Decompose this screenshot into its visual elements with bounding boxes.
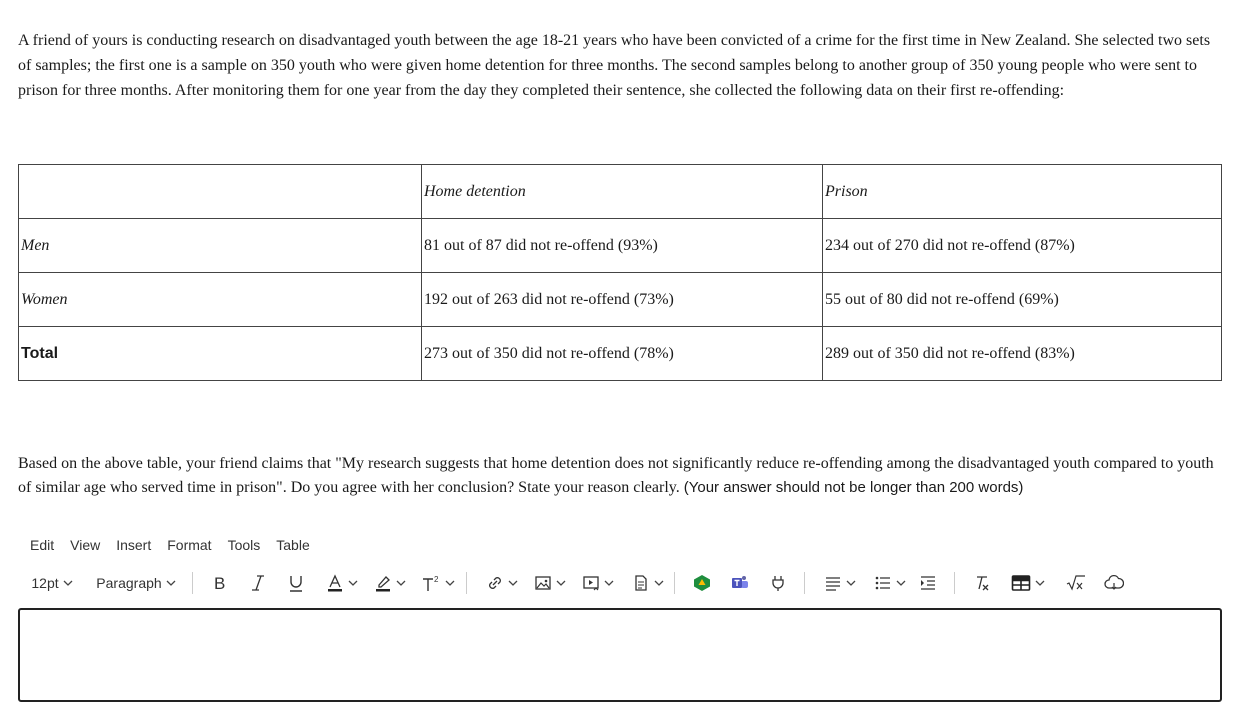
table-cell: 55 out of 80 did not re-offend (69%) bbox=[823, 273, 1222, 327]
chevron-down-icon bbox=[396, 580, 406, 586]
table-cell: 289 out of 350 did not re-offend (83%) bbox=[823, 327, 1222, 381]
table-row bbox=[19, 273, 1222, 327]
svg-text:2: 2 bbox=[434, 575, 439, 584]
chevron-down-icon bbox=[896, 580, 906, 586]
chevron-down-icon bbox=[654, 580, 664, 586]
toolbar-divider bbox=[192, 572, 193, 594]
menu-insert[interactable]: Insert bbox=[116, 537, 152, 553]
block-format-value: Paragraph bbox=[96, 575, 162, 591]
table-icon bbox=[1011, 574, 1031, 592]
teams-button[interactable] bbox=[728, 566, 752, 600]
table-header-row bbox=[19, 165, 1222, 219]
table-row bbox=[19, 219, 1222, 273]
highlight-button[interactable] bbox=[370, 566, 410, 600]
chevron-down-icon bbox=[846, 580, 856, 586]
toolbar-divider bbox=[954, 572, 955, 594]
indent-icon bbox=[919, 574, 937, 592]
equation-icon bbox=[1066, 574, 1086, 592]
highlight-icon bbox=[374, 574, 392, 592]
editor-toolbar bbox=[18, 566, 1222, 600]
chevron-down-icon bbox=[63, 580, 73, 586]
table-row bbox=[19, 327, 1222, 381]
row-label: Women bbox=[19, 273, 422, 327]
answer-editor-area[interactable] bbox=[18, 608, 1222, 702]
row-label: Total bbox=[19, 327, 422, 381]
italic-icon bbox=[249, 574, 267, 592]
clear-formatting-icon bbox=[973, 574, 991, 592]
document-icon bbox=[632, 574, 650, 592]
text-color-icon bbox=[326, 574, 344, 592]
google-drive-button[interactable] bbox=[690, 566, 714, 600]
italic-button[interactable] bbox=[246, 566, 270, 600]
superscript-button[interactable] bbox=[418, 566, 458, 600]
table-header-cell bbox=[19, 165, 422, 219]
text-color-button[interactable] bbox=[322, 566, 362, 600]
link-icon bbox=[486, 574, 504, 592]
link-button[interactable] bbox=[482, 566, 522, 600]
align-icon bbox=[824, 574, 842, 592]
image-icon bbox=[534, 574, 552, 592]
chevron-down-icon bbox=[508, 580, 518, 586]
menu-table[interactable]: Table bbox=[276, 537, 310, 553]
google-drive-icon bbox=[693, 574, 711, 592]
menu-view[interactable]: View bbox=[70, 537, 101, 553]
image-button[interactable] bbox=[530, 566, 570, 600]
chevron-down-icon bbox=[556, 580, 566, 586]
superscript-icon bbox=[421, 574, 441, 592]
bold-icon bbox=[211, 574, 229, 592]
cloud-icon bbox=[1104, 574, 1124, 592]
table-cell: 81 out of 87 did not re-offend (93%) bbox=[422, 219, 823, 273]
chevron-down-icon bbox=[604, 580, 614, 586]
indent-button[interactable] bbox=[916, 566, 940, 600]
underline-button[interactable] bbox=[284, 566, 308, 600]
plugin-icon bbox=[769, 574, 787, 592]
table-cell: 192 out of 263 did not re-offend (73%) bbox=[422, 273, 823, 327]
chevron-down-icon bbox=[1035, 580, 1045, 586]
teams-icon bbox=[731, 574, 749, 592]
block-format-select[interactable] bbox=[94, 566, 178, 600]
menu-tools[interactable]: Tools bbox=[227, 537, 261, 553]
media-icon bbox=[582, 574, 600, 592]
question-intro: A friend of yours is conducting research on disadvantaged youth between the age 18-21 years who have been convicted of a crime for the first time in New Zealand. She selected two sets of samples; the first one is a sample on 350 youth who were given home detention for three months. The second samples belong to another group of 350 young people who were sent to prison for three months. After monitoring them for one year from the day they completed their sentence, she collected the following data on their first re-offending: bbox=[18, 32, 1211, 99]
bullet-list-icon bbox=[874, 574, 892, 592]
clear-formatting-button[interactable] bbox=[970, 566, 994, 600]
media-button[interactable] bbox=[578, 566, 618, 600]
bold-button[interactable] bbox=[208, 566, 232, 600]
bullet-list-button[interactable] bbox=[870, 566, 910, 600]
font-size-select[interactable] bbox=[26, 566, 78, 600]
plugin-button[interactable] bbox=[766, 566, 790, 600]
table-header-cell: Home detention bbox=[422, 165, 823, 219]
table-button[interactable] bbox=[1006, 566, 1050, 600]
question-text bbox=[18, 452, 1222, 500]
question-body: Based on the above table, your friend claims that "My research suggests that home detention does not significantly reduce re-offending among the disadvantaged youth compared to youth of similar age who served time in prison". Do you agree with her conclusion? State your reason clearly. bbox=[18, 455, 1214, 496]
table-cell: 234 out of 270 did not re-offend (87%) bbox=[823, 219, 1222, 273]
toolbar-divider bbox=[804, 572, 805, 594]
row-label: Men bbox=[19, 219, 422, 273]
editor-menubar bbox=[22, 533, 318, 557]
menu-format[interactable]: Format bbox=[167, 537, 212, 553]
toolbar-divider bbox=[466, 572, 467, 594]
table-cell: 273 out of 350 did not re-offend (78%) bbox=[422, 327, 823, 381]
word-limit-note: (Your answer should not be longer than 200 words) bbox=[683, 479, 1024, 496]
chevron-down-icon bbox=[445, 580, 455, 586]
equation-button[interactable] bbox=[1064, 566, 1088, 600]
chevron-down-icon bbox=[348, 580, 358, 586]
table-header-cell: Prison bbox=[823, 165, 1222, 219]
menu-edit[interactable]: Edit bbox=[30, 537, 55, 553]
align-button[interactable] bbox=[820, 566, 860, 600]
cloud-button[interactable] bbox=[1102, 566, 1126, 600]
data-table bbox=[18, 164, 1222, 381]
document-button[interactable] bbox=[628, 566, 668, 600]
underline-icon bbox=[287, 574, 305, 592]
chevron-down-icon bbox=[166, 580, 176, 586]
font-size-value: 12pt bbox=[31, 575, 59, 591]
svg-text:B: B bbox=[214, 574, 226, 592]
toolbar-divider bbox=[674, 572, 675, 594]
